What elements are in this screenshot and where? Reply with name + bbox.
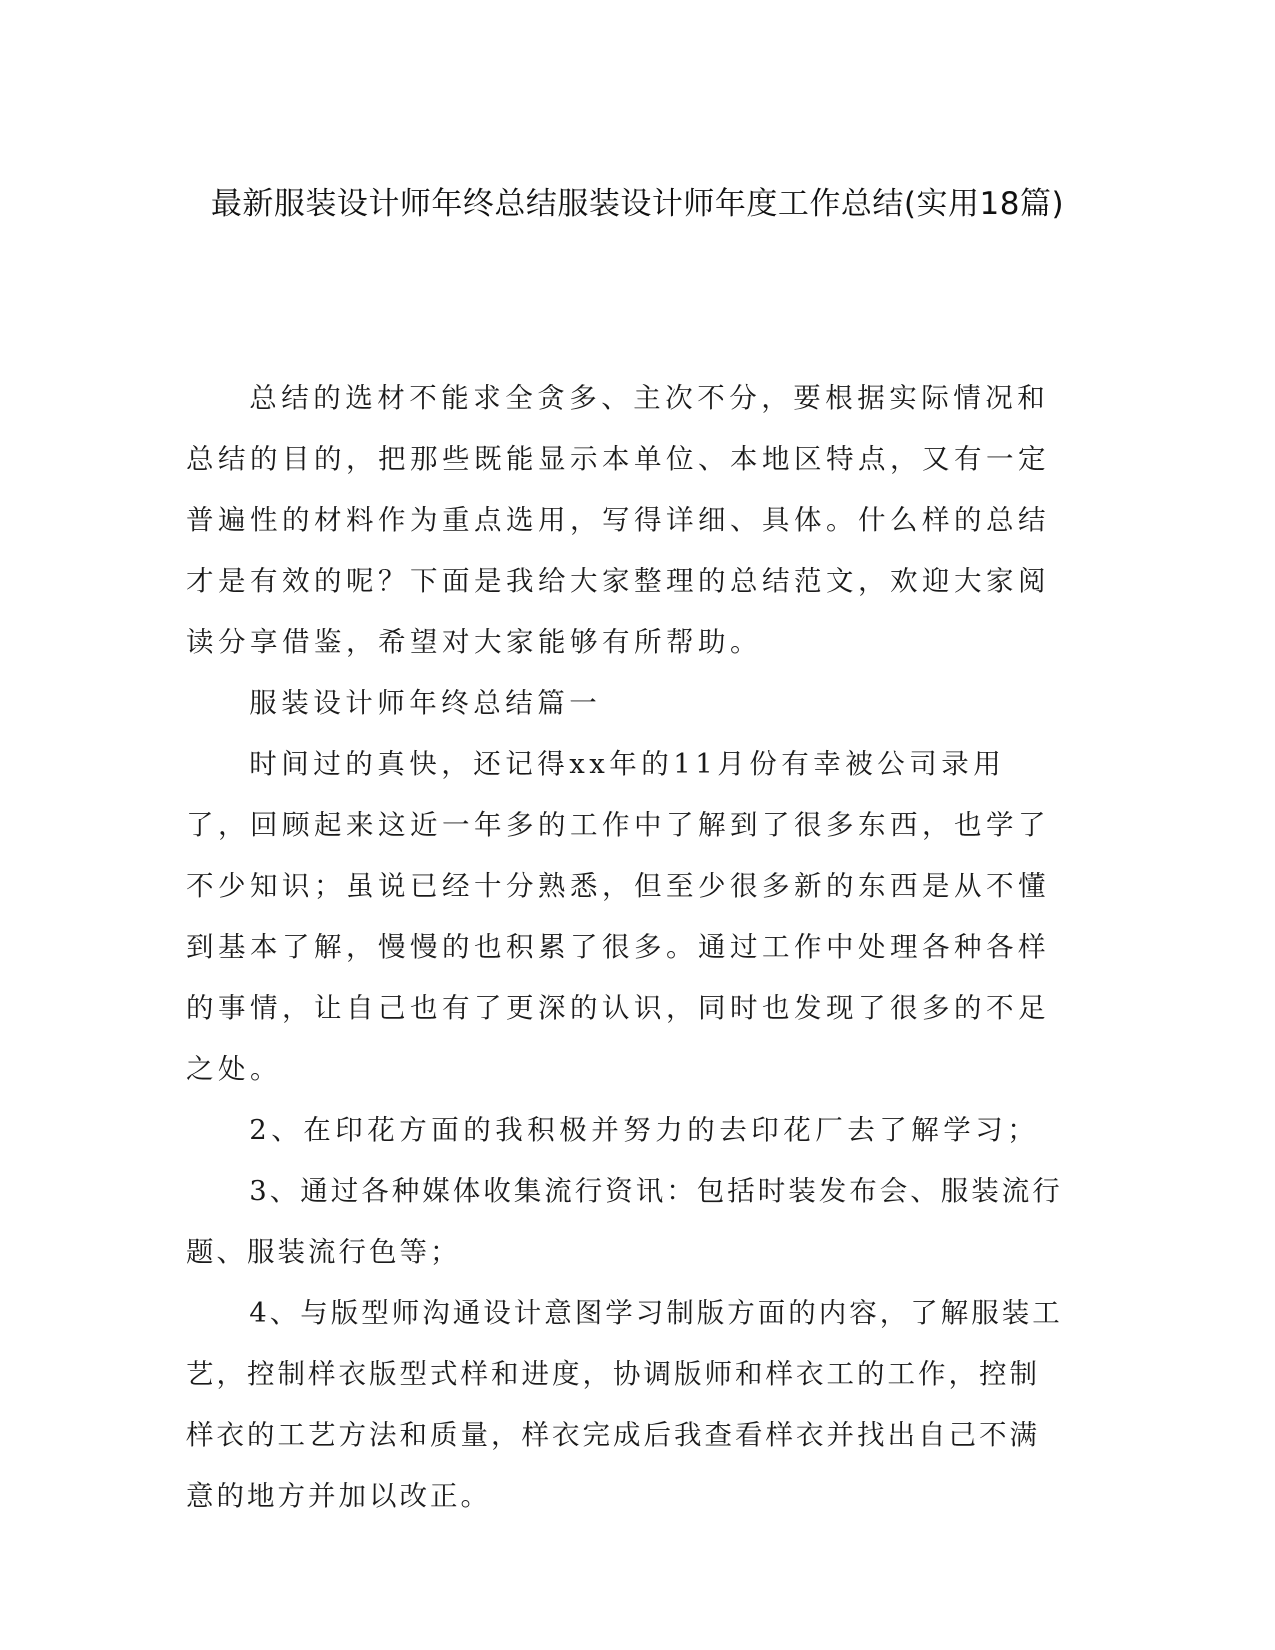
intro-paragraph: 总结的选材不能求全贪多、主次不分，要根据实际情况和总结的目的，把那些既能显示本单位、本地区特点，又有一定普遍性的材料作为重点选用，写得详细、具体。什么样的总结才是有效的呢？下面是我给大家整理的总结范文，欢迎大家阅读分享借鉴，希望对大家能够有所帮助。 [186, 382, 1050, 658]
list-item: 3、通过各种媒体收集流行资讯：包括时装发布会、服装流行题、服装流行色等； [186, 1175, 1063, 1268]
list-item: 4、与版型师沟通设计意图学习制版方面的内容，了解服装工艺，控制样衣版型式样和进度，协调版师和样衣工的工作，控制样衣的工艺方法和质量，样衣完成后我查看样衣并找出自己不满意的地方并加以改正。 [186, 1297, 1063, 1512]
document-body [186, 368, 1066, 1527]
body-paragraph: 时间过的真快，还记得xx年的11月份有幸被公司录用了，回顾起来这近一年多的工作中了解到了很多东西，也学了不少知识；虽说已经十分熟悉，但至少很多新的东西是从不懂到基本了解，慢慢的也积累了很多。通过工作中处理各种各样的事情，让自己也有了更深的认识，同时也发现了很多的不足之处。 [186, 748, 1050, 1085]
list-item: 2、在印花方面的我积极并努力的去印花厂去了解学习； [249, 1114, 1040, 1146]
section-heading: 服装设计师年终总结篇一 [249, 687, 602, 719]
document-title: 最新服装设计师年终总结服装设计师年度工作总结(实用18篇) [210, 186, 1065, 222]
